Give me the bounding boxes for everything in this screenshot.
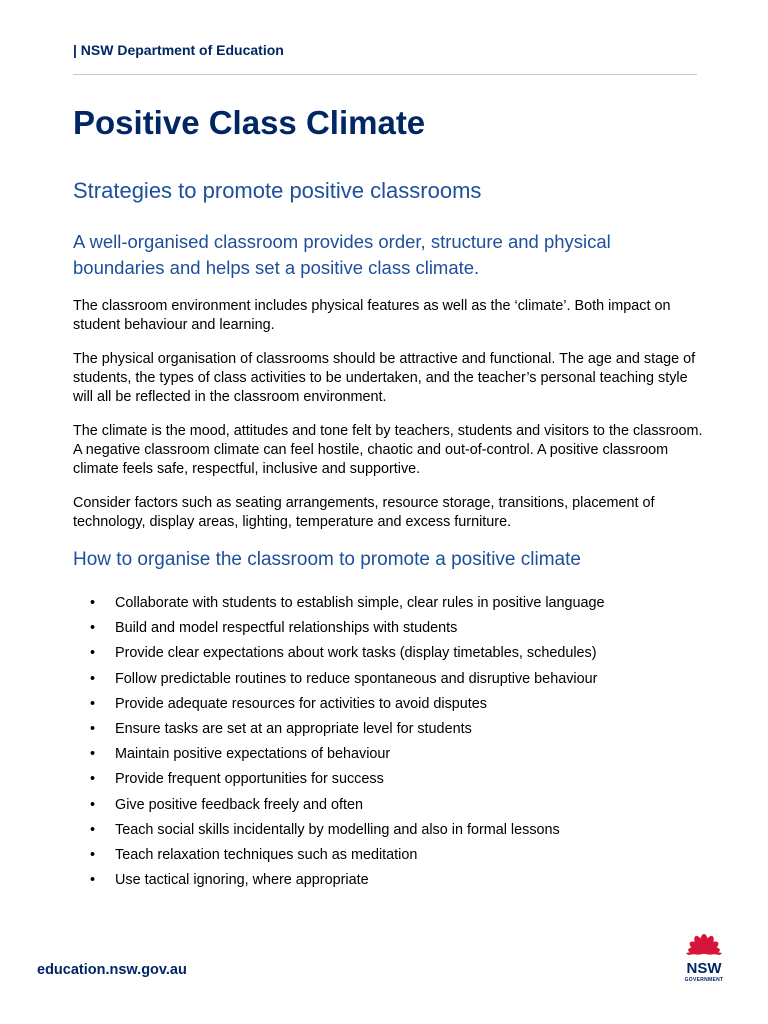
bullet-icon: • <box>90 846 96 863</box>
bullet-icon: • <box>90 695 96 712</box>
bullet-icon: • <box>90 620 96 637</box>
list-item-text: Build and model respectful relationships with students <box>115 620 458 637</box>
strategy-list <box>73 592 713 894</box>
list-item <box>73 617 713 642</box>
lead-paragraph: A well-organised classroom provides order, structure and physical boundaries and helps set a positive class climate. <box>73 231 611 278</box>
list-item <box>73 592 713 617</box>
list-item-text: Use tactical ignoring, where appropriate <box>115 872 369 889</box>
bullet-icon: • <box>90 670 96 687</box>
bullet-icon: • <box>90 595 96 611</box>
list-item-text: Teach relaxation techniques such as meditation <box>115 846 418 863</box>
list-item-text: Follow predictable routines to reduce spontaneous and disruptive behaviour <box>115 670 598 687</box>
list-item <box>73 693 713 718</box>
bullet-icon: • <box>90 720 96 737</box>
list-item-text: Collaborate with students to establish simple, clear rules in positive language <box>115 595 605 611</box>
bullet-icon: • <box>90 746 96 763</box>
page-title: Positive Class Climate <box>73 104 426 141</box>
paragraph: Consider factors such as seating arrangements, resource storage, transitions, placement of technology, display areas, lighting, temperature and excess furniture. <box>73 495 655 530</box>
list-item <box>73 668 713 693</box>
paragraph: The climate is the mood, attitudes and tone felt by teachers, students and visitors to the classroom. A negative classroom climate can feel hostile, chaotic and out-of-control. A positive classroom climate feels safe, respectful, inclusive and supportive. <box>73 423 703 477</box>
paragraph: The physical organisation of classrooms should be attractive and functional. The age and stage of students, the types of class activities to be undertaken, and the teacher’s personal teaching style will all be reflected in the classroom environment. <box>73 351 696 405</box>
logo-subtext: GOVERNMENT <box>684 977 724 983</box>
list-item-text: Provide frequent opportunities for success <box>115 771 384 788</box>
list-item <box>73 794 713 819</box>
footer-url[interactable]: education.nsw.gov.au <box>37 962 187 978</box>
bullet-icon: • <box>90 872 96 889</box>
body-text <box>73 297 703 547</box>
bullet-icon: • <box>90 796 96 813</box>
list-item-text: Ensure tasks are set at an appropriate level for students <box>115 720 472 737</box>
list-item <box>73 718 713 743</box>
list-item <box>73 768 713 793</box>
header-divider <box>73 74 697 75</box>
bullet-icon: • <box>90 771 96 788</box>
list-item <box>73 844 713 869</box>
section-heading: How to organise the classroom to promote a positive climate <box>73 549 581 570</box>
list-item <box>73 819 713 844</box>
header-org-name: | NSW Department of Education <box>73 42 284 58</box>
bullet-icon: • <box>90 645 96 662</box>
list-item <box>73 642 713 667</box>
list-item <box>73 869 713 894</box>
page-subtitle: Strategies to promote positive classrooms <box>73 178 482 203</box>
list-item-text: Provide clear expectations about work tasks (display timetables, schedules) <box>115 645 597 662</box>
list-item-text: Teach social skills incidentally by modelling and also in formal lessons <box>115 821 560 838</box>
list-item <box>73 743 713 768</box>
waratah-logo-icon <box>672 922 736 984</box>
list-item-text: Give positive feedback freely and often <box>115 796 363 813</box>
logo-wordmark: NSW <box>686 960 722 977</box>
paragraph: The classroom environment includes physical features as well as the ‘climate’. Both impact on student behaviour and learning. <box>73 298 671 333</box>
list-item-text: Maintain positive expectations of behaviour <box>115 746 391 763</box>
bullet-icon: • <box>90 821 96 838</box>
list-item-text: Provide adequate resources for activities to avoid disputes <box>115 695 487 712</box>
